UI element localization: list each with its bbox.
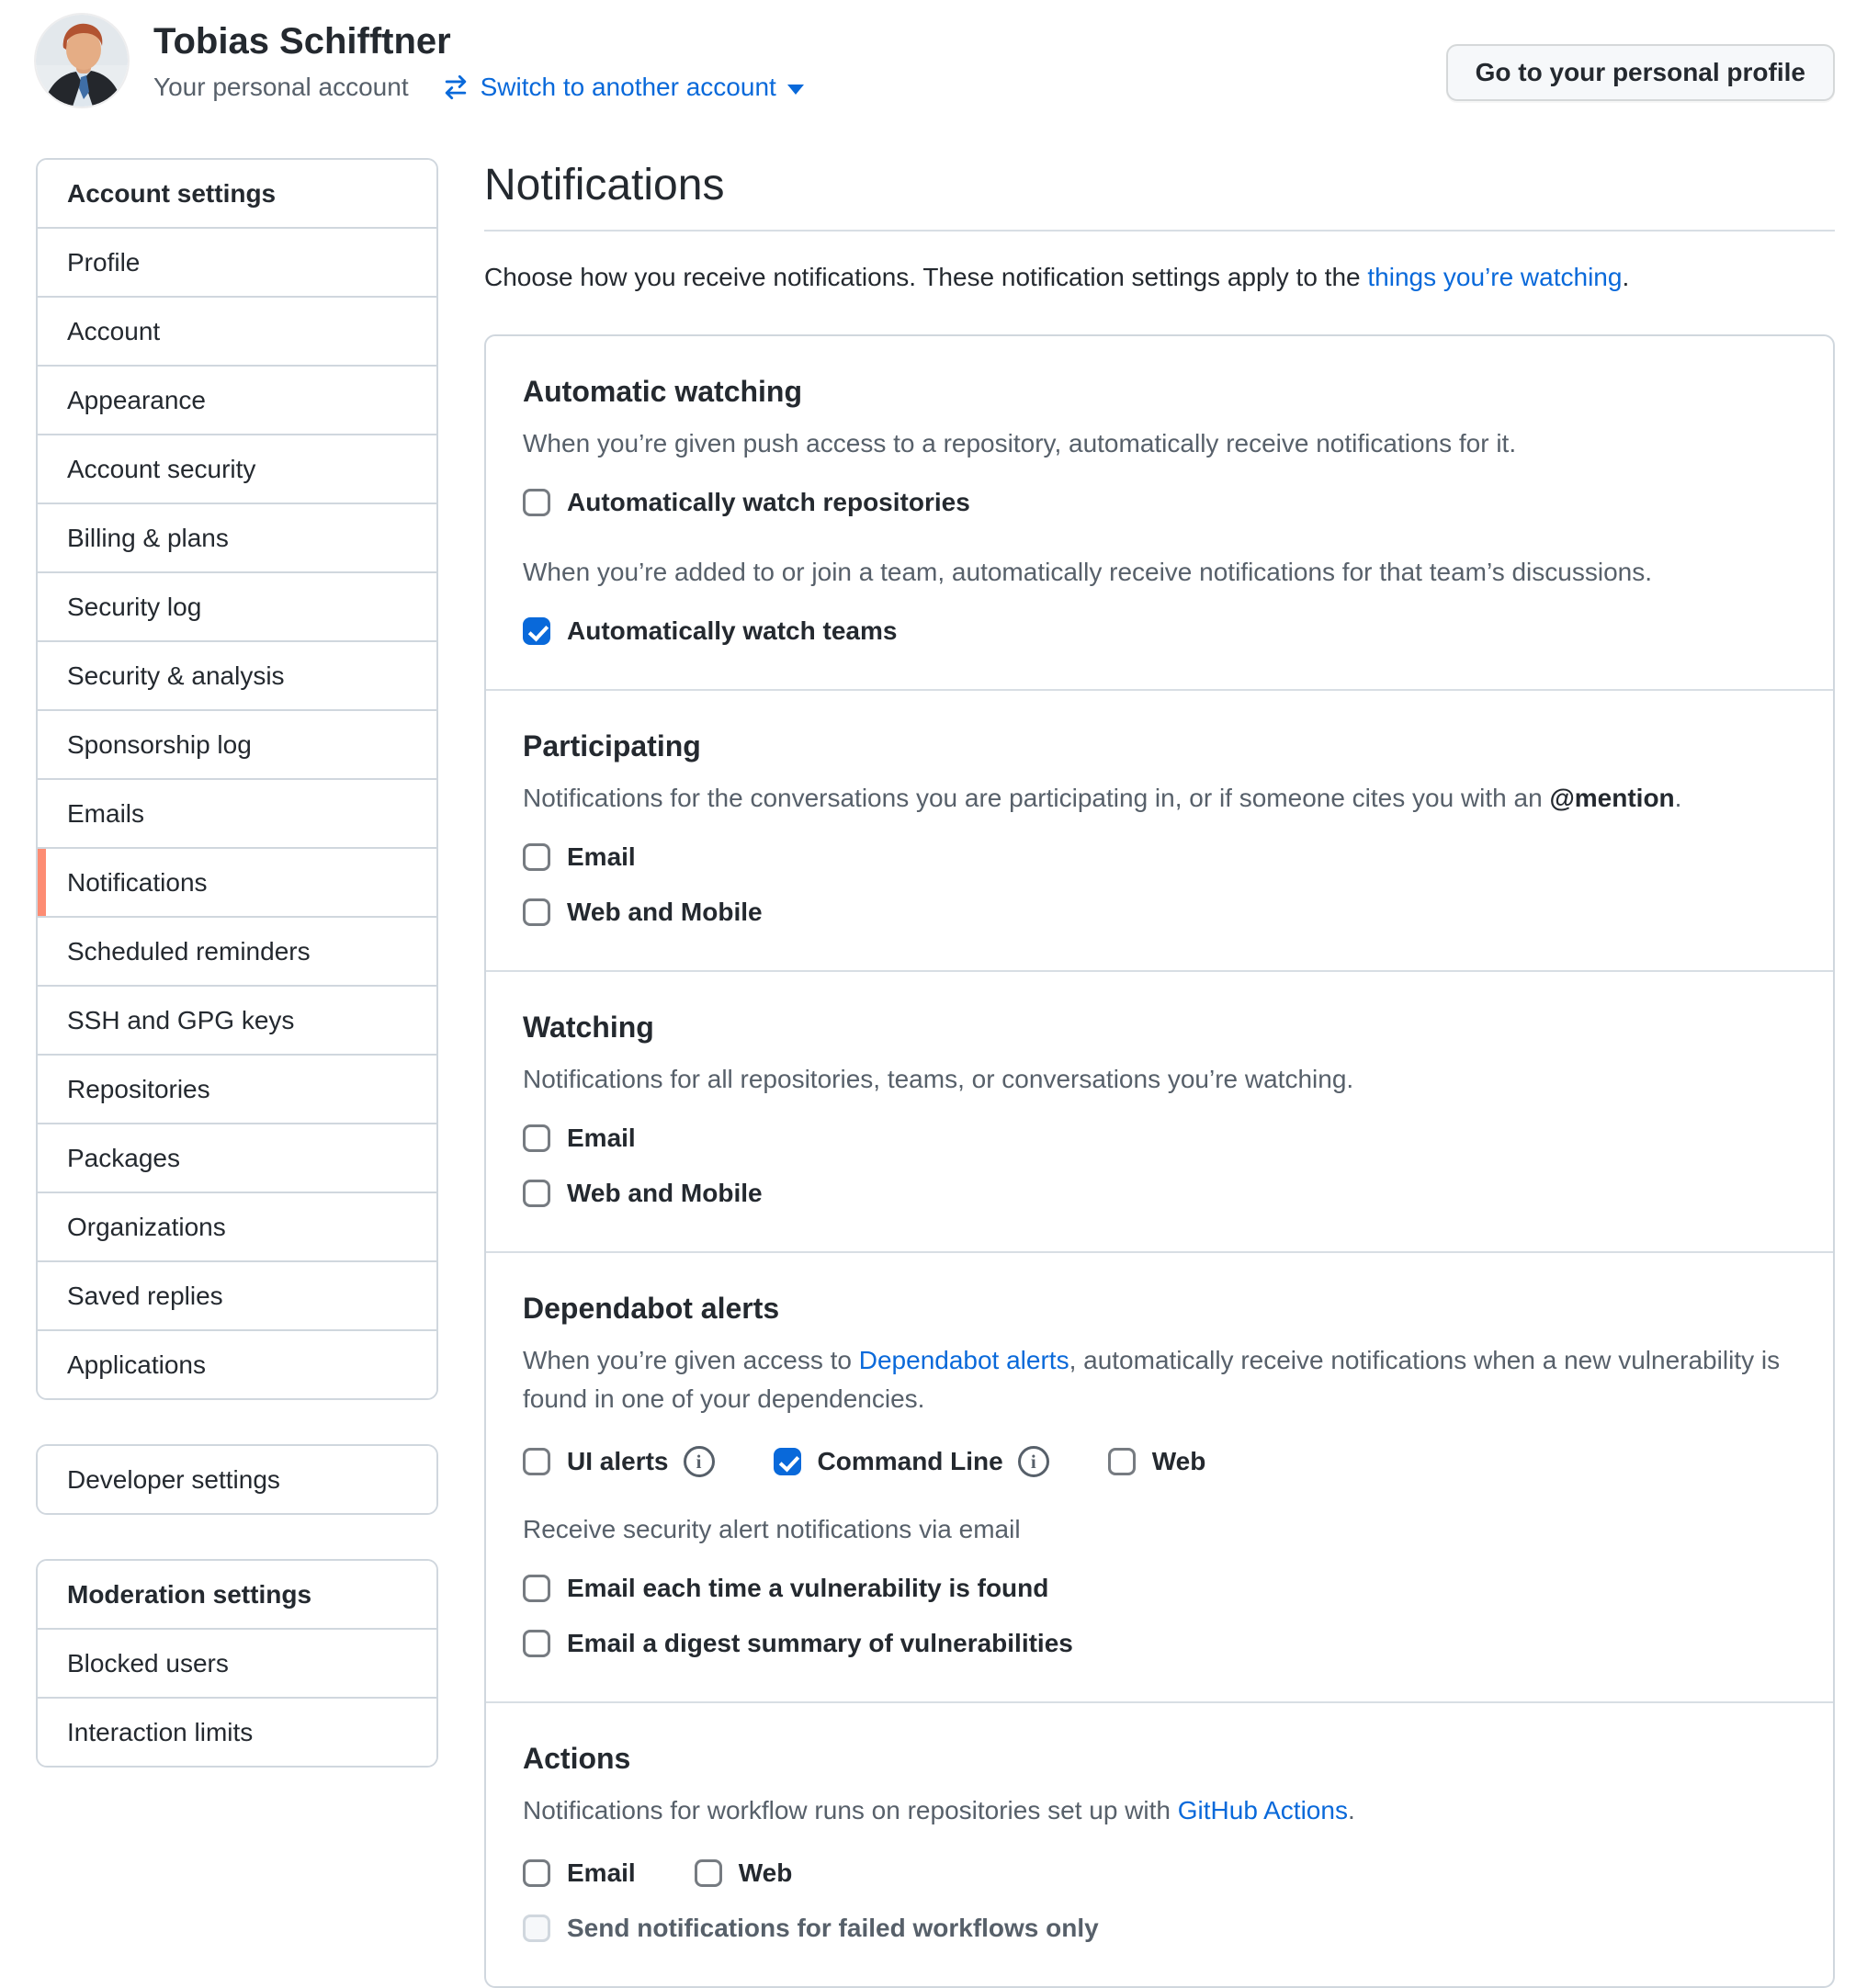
participating-desc	[523, 779, 1796, 818]
switch-account-label: Switch to another account	[480, 73, 776, 101]
sidebar-item-organizations[interactable]: Organizations	[38, 1192, 436, 1260]
watching-web-checkbox[interactable]	[523, 1180, 550, 1207]
sidebar-header-account-settings: Account settings	[38, 160, 436, 227]
notifications-main	[484, 158, 1835, 1988]
email-each-vulnerability-checkbox[interactable]	[523, 1575, 550, 1602]
sidebar-item-account[interactable]: Account	[38, 296, 436, 365]
watching-web-label: Web and Mobile	[567, 1179, 763, 1207]
sidebar-item-billing-plans[interactable]: Billing & plans	[38, 503, 436, 571]
info-icon[interactable]	[684, 1446, 715, 1477]
sidebar-item-repositories[interactable]: Repositories	[38, 1054, 436, 1123]
sidebar-item-appearance[interactable]: Appearance	[38, 365, 436, 434]
user-name: Tobias Schifftner	[153, 21, 451, 62]
account-type-label: Your personal account	[153, 73, 409, 101]
failed-workflows-only-label: Send notifications for failed workflows only	[567, 1914, 1099, 1942]
intro-pre: Choose how you receive notifications. These notification settings apply to the	[484, 263, 1368, 291]
sidebar-item-sponsorship-log[interactable]: Sponsorship log	[38, 709, 436, 778]
dependabot-desc-post: , automatically receive notifications when a new vulnerability is found in one of your dependencies.	[523, 1346, 1781, 1413]
watch-teams-checkbox[interactable]	[523, 617, 550, 645]
participating-web-label: Web and Mobile	[567, 898, 763, 926]
dependabot-web-label: Web	[1151, 1447, 1206, 1475]
sidebar-header-moderation-settings: Moderation settings	[38, 1561, 436, 1628]
sidebar-item-profile[interactable]: Profile	[38, 227, 436, 296]
account-settings-nav	[36, 158, 438, 1400]
sidebar-item-packages[interactable]: Packages	[38, 1123, 436, 1192]
section-title: Actions	[523, 1742, 631, 1775]
watch-teams-row[interactable]	[523, 616, 897, 647]
actions-email-label: Email	[567, 1858, 636, 1887]
header-text	[153, 19, 804, 102]
user-avatar[interactable]	[36, 15, 128, 107]
section-participating	[486, 689, 1833, 970]
failed-workflows-only-row	[523, 1913, 1099, 1944]
actions-web-row[interactable]	[695, 1858, 793, 1889]
participating-web-row[interactable]	[523, 897, 763, 928]
email-digest-checkbox[interactable]	[523, 1630, 550, 1657]
dependabot-desc	[523, 1341, 1796, 1418]
actions-desc	[523, 1791, 1796, 1830]
dependabot-web-checkbox[interactable]	[1108, 1448, 1136, 1475]
email-digest-row[interactable]	[523, 1628, 1073, 1659]
email-each-vulnerability-row[interactable]	[523, 1573, 1048, 1604]
arrow-switch-icon	[442, 73, 470, 101]
sidebar-item-security-analysis[interactable]: Security & analysis	[38, 640, 436, 709]
github-actions-link[interactable]: GitHub Actions	[1177, 1796, 1348, 1824]
actions-desc-pre: Notifications for workflow runs on repositories set up with	[523, 1796, 1178, 1824]
ui-alerts-label: UI alerts	[567, 1447, 669, 1475]
sidebar-item-applications[interactable]: Applications	[38, 1329, 436, 1398]
section-title: Automatic watching	[523, 375, 803, 408]
sidebar-item-scheduled-reminders[interactable]: Scheduled reminders	[38, 916, 436, 985]
automatic-repos-desc: When you’re given push access to a repository, automatically receive notifications for it.	[523, 429, 1517, 457]
watching-email-row[interactable]	[523, 1123, 636, 1154]
watch-repositories-label: Automatically watch repositories	[567, 488, 970, 516]
section-actions	[486, 1701, 1833, 1986]
account-sub-row	[153, 73, 804, 102]
ui-alerts-row[interactable]	[523, 1446, 669, 1477]
participating-email-label: Email	[567, 842, 636, 871]
actions-web-label: Web	[738, 1858, 793, 1887]
participating-desc-suffix: .	[1674, 784, 1682, 812]
watching-email-checkbox[interactable]	[523, 1124, 550, 1152]
watch-repositories-row[interactable]	[523, 487, 970, 518]
sidebar-item-interaction-limits[interactable]: Interaction limits	[38, 1697, 436, 1766]
actions-web-checkbox[interactable]	[695, 1859, 722, 1887]
sidebar-item-saved-replies[interactable]: Saved replies	[38, 1260, 436, 1329]
caret-down-icon	[787, 85, 804, 95]
sidebar-item-emails[interactable]: Emails	[38, 778, 436, 847]
moderation-settings-nav	[36, 1559, 438, 1768]
section-title: Dependabot alerts	[523, 1292, 780, 1325]
actions-desc-post: .	[1347, 1796, 1355, 1824]
automatic-teams-desc: When you’re added to or join a team, automatically receive notifications for that team’s discussions.	[523, 558, 1652, 586]
notification-settings-box	[484, 334, 1835, 1988]
email-digest-label: Email a digest summary of vulnerabilities	[567, 1629, 1073, 1657]
ui-alerts-checkbox[interactable]	[523, 1448, 550, 1475]
sidebar-item-notifications[interactable]: Notifications	[38, 847, 436, 916]
mention-text: @mention	[1549, 784, 1675, 812]
watching-email-label: Email	[567, 1124, 636, 1152]
sidebar-item-developer-settings[interactable]: Developer settings	[38, 1446, 436, 1513]
security-email-note: Receive security alert notifications via email	[523, 1515, 1021, 1543]
watching-desc: Notifications for all repositories, teams, or conversations you’re watching.	[523, 1065, 1354, 1093]
section-watching	[486, 970, 1833, 1251]
participating-email-row[interactable]	[523, 842, 636, 873]
section-dependabot-alerts	[486, 1251, 1833, 1701]
page-title: Notifications	[484, 158, 1835, 232]
actions-channel-row	[523, 1858, 1796, 1889]
switch-account-link[interactable]	[442, 73, 804, 102]
intro-suffix: .	[1622, 263, 1630, 291]
sidebar-item-account-security[interactable]: Account security	[38, 434, 436, 503]
sidebar-item-ssh-gpg-keys[interactable]: SSH and GPG keys	[38, 985, 436, 1054]
sidebar-item-security-log[interactable]: Security log	[38, 571, 436, 640]
dependabot-channel-row	[523, 1446, 1796, 1477]
command-line-row[interactable]	[774, 1446, 1003, 1477]
command-line-checkbox[interactable]	[774, 1448, 801, 1475]
participating-email-checkbox[interactable]	[523, 843, 550, 871]
intro-text	[484, 257, 1835, 298]
dependabot-web-row[interactable]	[1108, 1446, 1206, 1477]
settings-sidebar	[36, 158, 438, 1988]
actions-email-row[interactable]	[523, 1858, 636, 1889]
watch-teams-label: Automatically watch teams	[567, 616, 898, 645]
info-icon[interactable]	[1018, 1446, 1049, 1477]
things-you-are-watching-link[interactable]: things you’re watching	[1367, 263, 1623, 291]
section-automatic-watching	[486, 336, 1833, 689]
section-title: Watching	[523, 1011, 654, 1044]
settings-layout	[36, 158, 1835, 1988]
participating-desc-pre: Notifications for the conversations you are participating in, or if someone cites you with an	[523, 784, 1550, 812]
actions-email-checkbox[interactable]	[523, 1859, 550, 1887]
watch-repositories-checkbox[interactable]	[523, 489, 550, 516]
go-to-profile-button[interactable]: Go to your personal profile	[1446, 44, 1835, 101]
sidebar-item-blocked-users[interactable]: Blocked users	[38, 1628, 436, 1697]
failed-workflows-only-checkbox	[523, 1915, 550, 1942]
avatar-image	[36, 15, 128, 107]
watching-web-row[interactable]	[523, 1178, 763, 1209]
profile-header	[36, 15, 1835, 107]
dependabot-desc-pre: When you’re given access to	[523, 1346, 859, 1374]
section-title: Participating	[523, 729, 701, 762]
participating-web-checkbox[interactable]	[523, 898, 550, 926]
email-each-vulnerability-label: Email each time a vulnerability is found	[567, 1574, 1049, 1602]
command-line-label: Command Line	[817, 1447, 1003, 1475]
developer-settings-nav	[36, 1444, 438, 1515]
dependabot-alerts-link[interactable]: Dependabot alerts	[858, 1346, 1069, 1374]
